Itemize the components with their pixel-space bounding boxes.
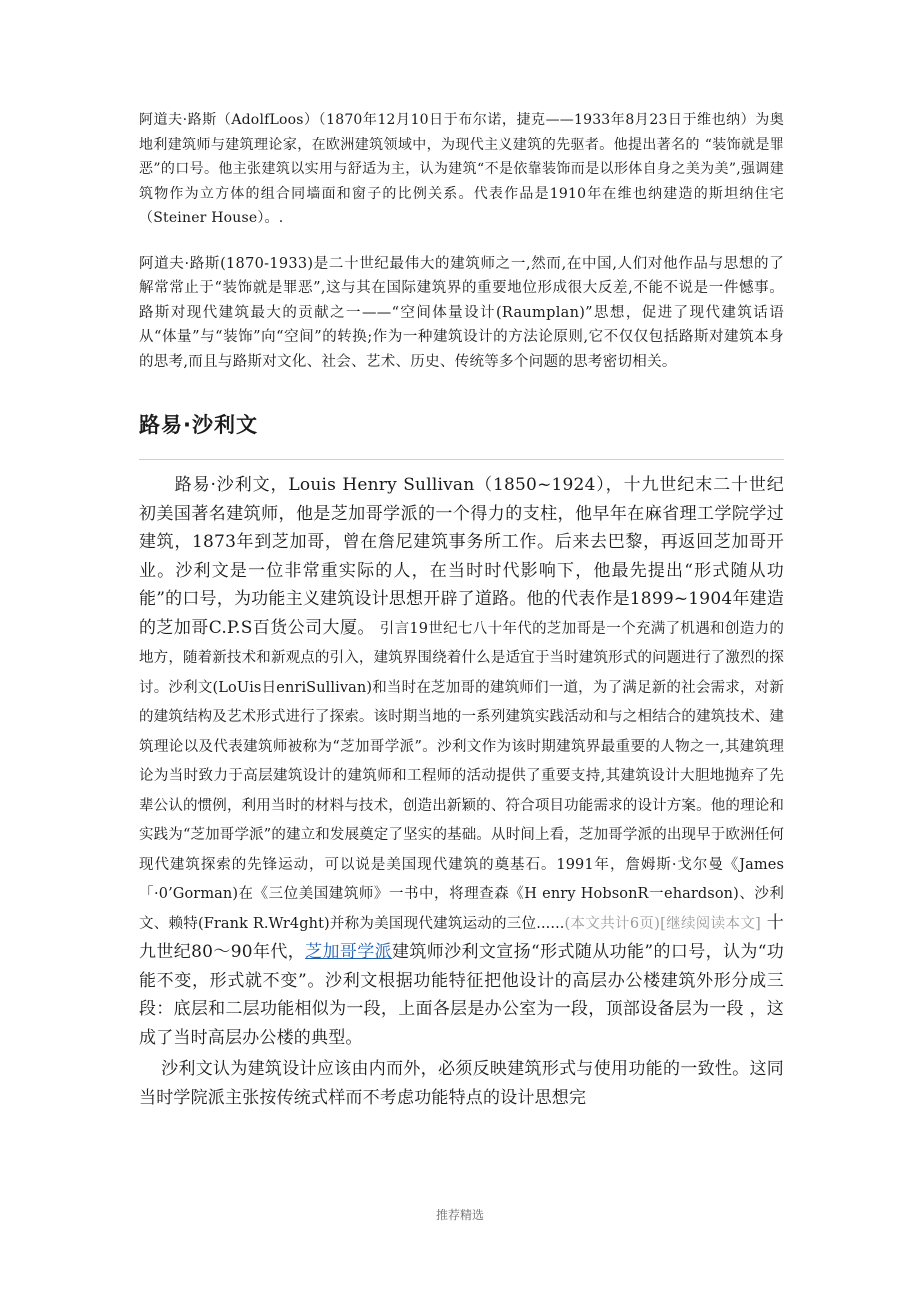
paragraph-sullivan-design: 沙利文认为建筑设计应该由内而外，必须反映建筑形式与使用功能的一致性。这同当时学院派主张按传统式样而不考虑功能特点的设计思想完 — [139, 1059, 784, 1108]
sullivan-tail-text-a: 十九世纪80～90年代， — [139, 912, 784, 962]
page-footer: 推荐精选 — [435, 1208, 484, 1222]
sullivan-quote-text: 引言19世纪七八十年代的芝加哥是一个充满了机遇和创造力的地方，随着新技术和新观点的引入，建筑界围绕着什么是适宜于当时建筑形式的问题进行了激烈的探讨。沙利文(LoUis日enriSullivan)和当时在芝加哥的建筑师们一道，为了满足新的社会需求，对新的建筑结构及艺术形式进行了探索。该时期当地的一系列建筑实践活动和与之相结合的建筑技术、建筑理论以及代表建筑师被称为“芝加哥学派”。沙利文作为该时期建筑界最重要的人物之一,其建筑理论为当时致力于高层建筑设计的建筑师和工程师的活动提供了重要支持,其建筑设计大胆地抛弃了先辈公认的惯例，利用当时的材料与技术，创造出新颖的、符合项目功能需求的设计方案。他的理论和实践为“芝加哥学派”的建立和发展奠定了坚实的基础。从时间上看，芝加哥学派的出现早于欧洲任何现代建筑探索的先锋运动，可以说是美国现代建筑的奠基石。1991年，詹姆斯·戈尔曼《James「·0’Gorman)在《三位美国建筑师》一书中，将理查森《H enry HobsonR一ehardson)、沙利文、赖特(Frank R.Wr4ght)并称为美国现代建筑运动的三位...... — [139, 620, 784, 932]
section-title: 路易·沙利文 — [139, 413, 258, 437]
paragraph-loos-bio: 阿道夫·路斯（AdolfLoos）（1870年12月10日于布尔诺，捷克——1933年8月23日于维也纳）为奥地利建筑师与建筑理论家，在欧洲建筑领域中，为现代主义建筑的先驱者。他提出著名的 “装饰就是罪恶”的口号。他主张建筑以实用与舒适为主，认为建筑“不是依靠装饰而是以形体自身之美为美”,强调建筑物作为立方体的组合同墙面和窗子的比例关系。代表作品是1910年在维也纳建造的斯坦纳住宅（Steiner House）。. — [139, 112, 784, 226]
paragraph-loos-essay: 阿道夫·路斯(1870-1933)是二十世纪最伟大的建筑师之一,然而,在中国,人们对他作品与思想的了解常常止于“装饰就是罪恶”,这与其在国际建筑界的重要地位形成很大反差,不能不说是一件憾事。路斯对现代建筑最大的贡献之一——“空间体量设计(Raumplan)”思想，促进了现代建筑话语从“体量”与“装饰”向“空间”的转换;作为一种建筑设计的方法论原则,它不仅仅包括路斯对建筑本身的思考,而且与路斯对文化、社会、艺术、历史、传统等多个问题的思考密切相关。 — [139, 255, 784, 370]
paragraph-sullivan — [139, 471, 784, 1052]
document-body — [139, 108, 784, 1112]
section-divider — [139, 459, 784, 460]
sullivan-tail-text-b: 建筑师沙利文宣扬“形式随从功能”的口号，认为“功能不变，形式就不变”。沙利文根据功能特征把他设计的高层办公楼建筑外形分成三段：底层和二层功能相似为一段，上面各层是办公室为一段，顶部设备层为一段 ，这成了当时高层办公楼的典型。 — [139, 942, 785, 1048]
chicago-school-link[interactable]: 芝加哥学派 — [305, 942, 392, 962]
read-more-link[interactable]: (本文共计6页)[继续阅读本文] — [564, 915, 762, 932]
sullivan-main-text: 路易·沙利文，Louis Henry Sullivan（1850~1924），十九世纪末二十世纪初美国著名建筑师，他是芝加哥学派的一个得力的支柱，他早年在麻省理工学院学过建筑，1873年到芝加哥，曾在詹尼建筑事务所工作。后来去巴黎，再返回芝加哥开业。沙利文是一位非常重实际的人，在当时时代影响下，他最先提出“形式随从功能”的口号，为功能主义建筑设计思想开辟了道路。他的代表作是1899~1904年建造的芝加哥C.P.S百货公司大厦。 — [139, 475, 784, 638]
